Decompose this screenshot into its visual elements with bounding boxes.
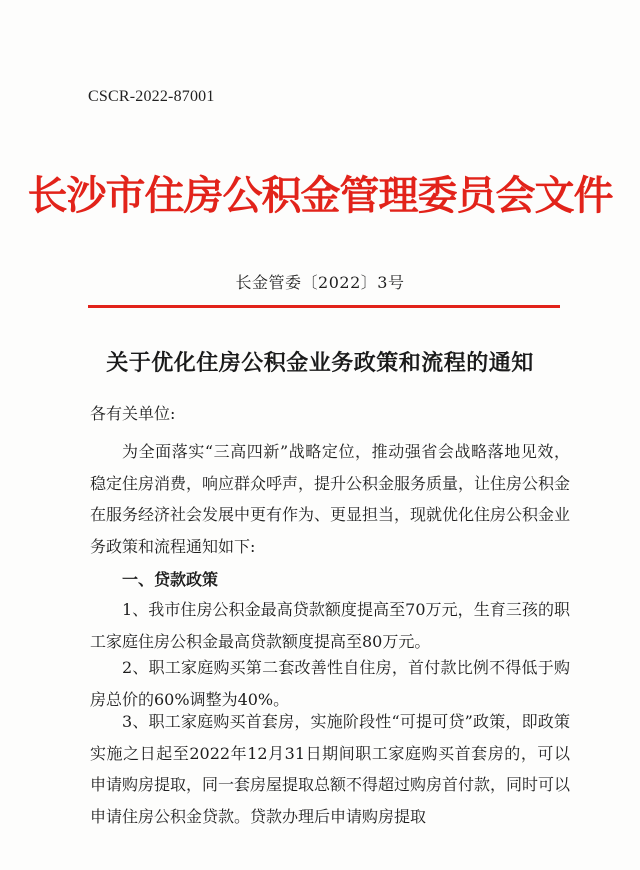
section-heading-loan-policy: 一、贷款政策 (122, 570, 219, 589)
issuing-authority-header: 长沙市住房公积金管理委员会文件 (27, 173, 613, 219)
red-divider-line (88, 305, 560, 308)
salutation: 各有关单位: (90, 404, 176, 423)
policy-item-2: 2、职工家庭购买第二套改善性自住房，首付款比例不得低于购房总价的60%调整为40%。 (90, 658, 570, 709)
policy-item-3: 3、职工家庭购买首套房，实施阶段性“可提可贷”政策，即政策实施之日起至2022年12月31日期间职工家庭购买首套房的，可以申请购房提取，同一套房屋提取总额不得超过购房首付款，同时可以申请住房公积金贷款。贷款办理后申请购房提取 (90, 712, 571, 826)
intro-paragraph: 为全面落实“三高四新”战略定位，推动强省会战略落地见效，稳定住房消费，响应群众呼声，提升公积金服务质量，让住房公积金在服务经济社会发展中更有作为、更显担当，现就优化住房公积金业务政策和流程通知如下: (90, 442, 571, 556)
document-number: 长金管委〔2022〕3号 (235, 273, 405, 292)
document-code: CSCR-2022-87001 (88, 88, 215, 105)
notice-title: 关于优化住房公积金业务政策和流程的通知 (106, 350, 534, 376)
policy-item-1: 1、我市住房公积金最高贷款额度提高至70万元，生育三孩的职工家庭住房公积金最高贷款额度提高至80万元。 (90, 600, 570, 651)
